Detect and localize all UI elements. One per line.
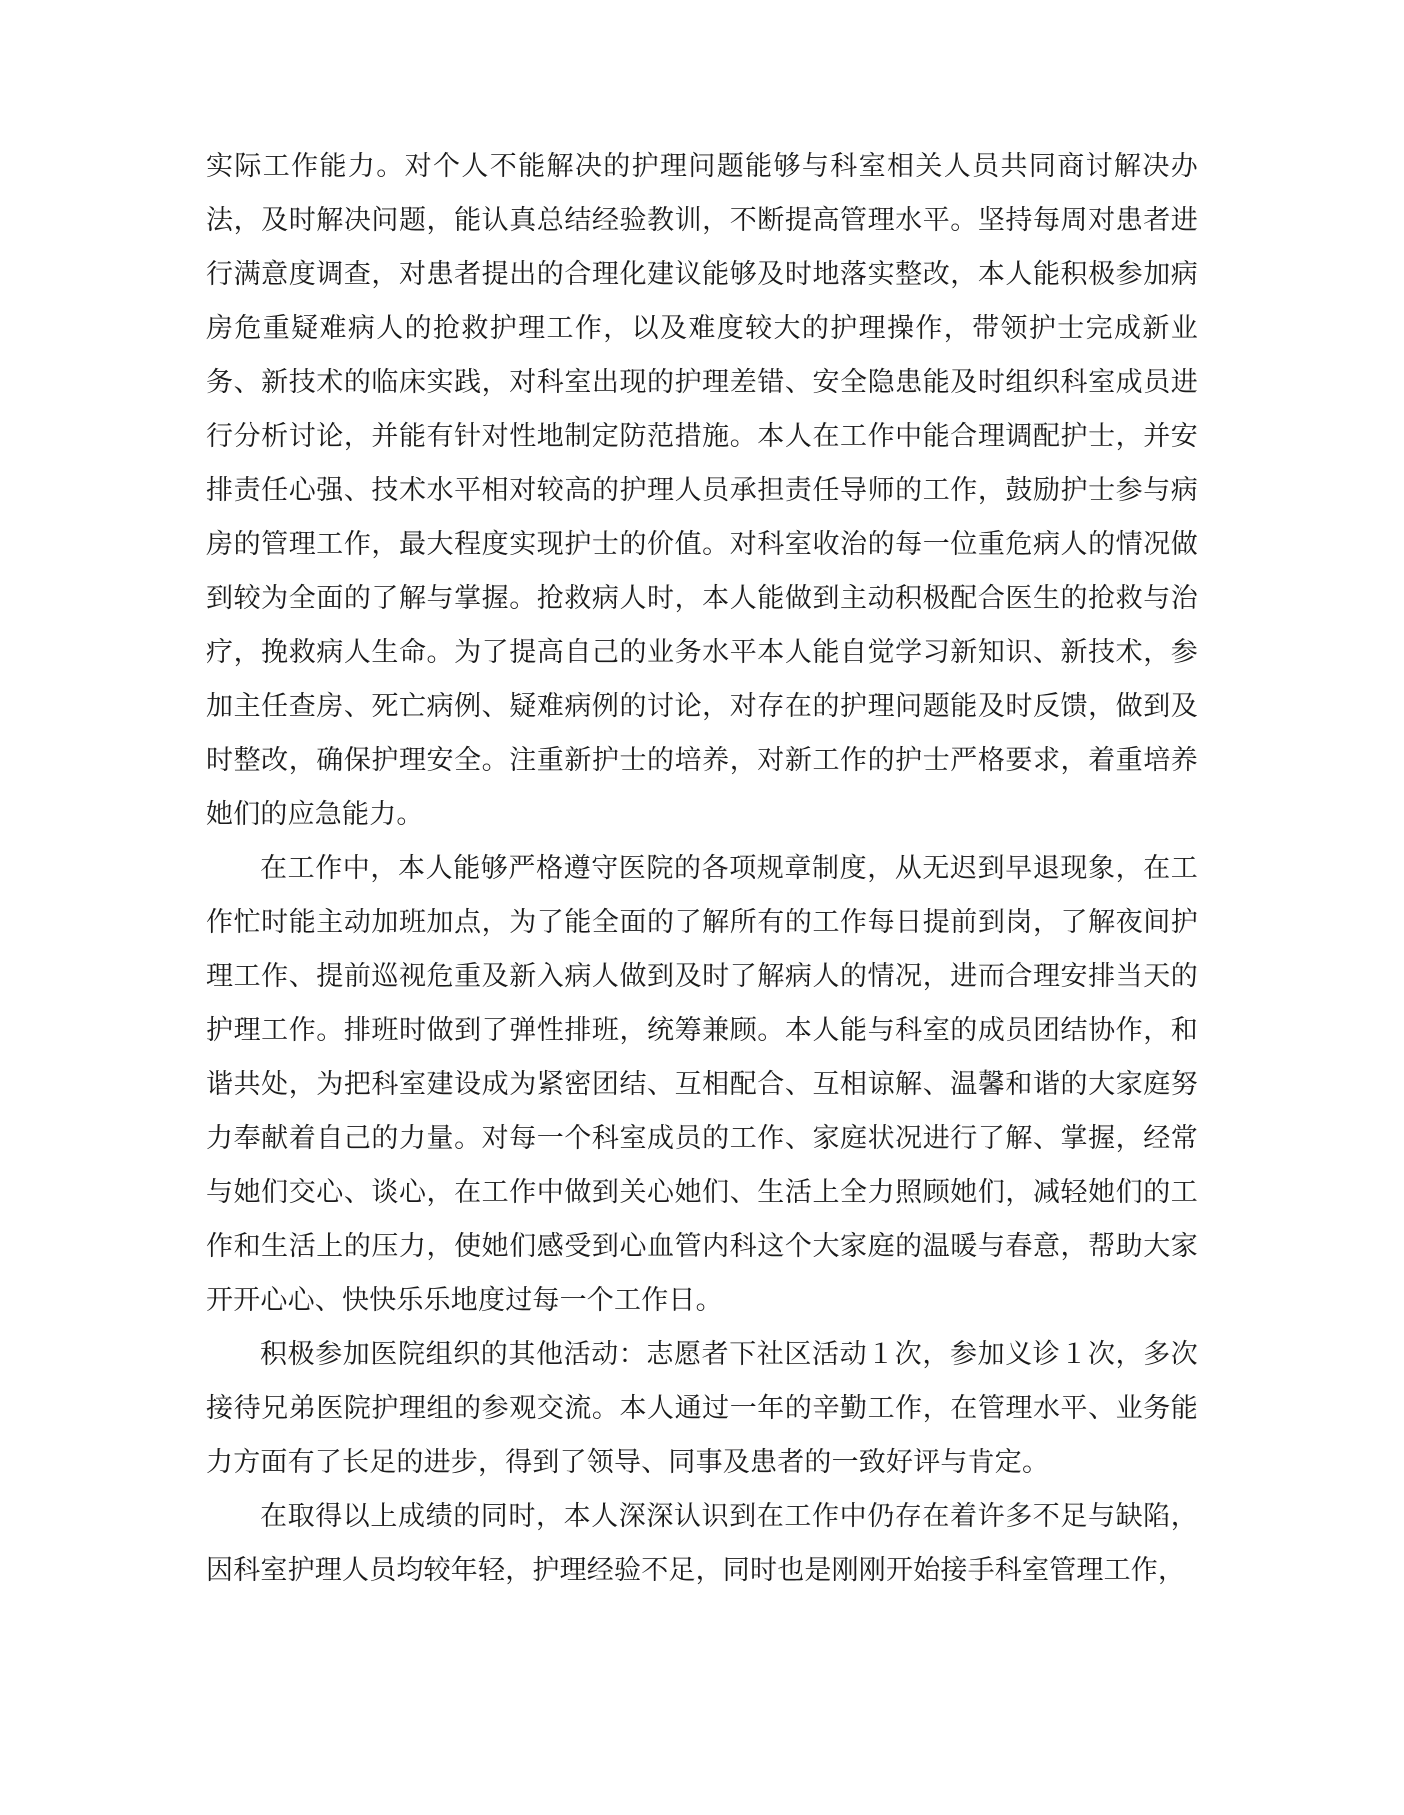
paragraph-continuation: 实际工作能力。对个人不能解决的护理问题能够与科室相关人员共同商讨解决办法，及时解决问题，能认真总结经验教训，不断提高管理水平。坚持每周对患者进行满意度调查，对患者提出的合理化建议能够及时地落实整改，本人能积极参加病房危重疑难病人的抢救护理工作，以及难度较大的护理操作，带领护士完成新业务、新技术的临床实践，对科室出现的护理差错、安全隐患能及时组织科室成员进行分析讨论，并能有针对性地制定防范措施。本人在工作中能合理调配护士，并安排责任心强、技术水平相对较高的护理人员承担责任导师的工作，鼓励护士参与病房的管理工作，最大程度实现护士的价值。对科室收治的每一位重危病人的情况做到较为全面的了解与掌握。抢救病人时，本人能做到主动积极配合医生的抢救与治疗，挽救病人生命。为了提高自己的业务水平本人能自觉学习新知识、新技术，参加主任查房、死亡病例、疑难病例的讨论，对存在的护理问题能及时反馈，做到及时整改，确保护理安全。注重新护士的培养，对新工作的护士严格要求，着重培养她们的应急能力。	[206, 151, 1198, 830]
paragraph-shortcomings: 在取得以上成绩的同时，本人深深认识到在工作中仍存在着许多不足与缺陷，因科室护理人员均较年轻，护理经验不足，同时也是刚刚开始接手科室管理工作，	[206, 1501, 1198, 1586]
paragraph-activities: 积极参加医院组织的其他活动：志愿者下社区活动１次，参加义诊１次，多次接待兄弟医院护理组的参观交流。本人通过一年的辛勤工作，在管理水平、业务能力方面有了长足的进步，得到了领导、同事及患者的一致好评与肯定。	[206, 1339, 1198, 1478]
document-body	[206, 140, 1198, 1598]
paragraph-work-discipline: 在工作中，本人能够严格遵守医院的各项规章制度，从无迟到早退现象，在工作忙时能主动加班加点，为了能全面的了解所有的工作每日提前到岗，了解夜间护理工作、提前巡视危重及新入病人做到及时了解病人的情况，进而合理安排当天的护理工作。排班时做到了弹性排班，统筹兼顾。本人能与科室的成员团结协作，和谐共处，为把科室建设成为紧密团结、互相配合、互相谅解、温馨和谐的大家庭努力奉献着自己的力量。对每一个科室成员的工作、家庭状况进行了解、掌握，经常与她们交心、谈心，在工作中做到关心她们、生活上全力照顾她们，减轻她们的工作和生活上的压力，使她们感受到心血管内科这个大家庭的温暖与春意，帮助大家开开心心、快快乐乐地度过每一个工作日。	[206, 853, 1198, 1316]
